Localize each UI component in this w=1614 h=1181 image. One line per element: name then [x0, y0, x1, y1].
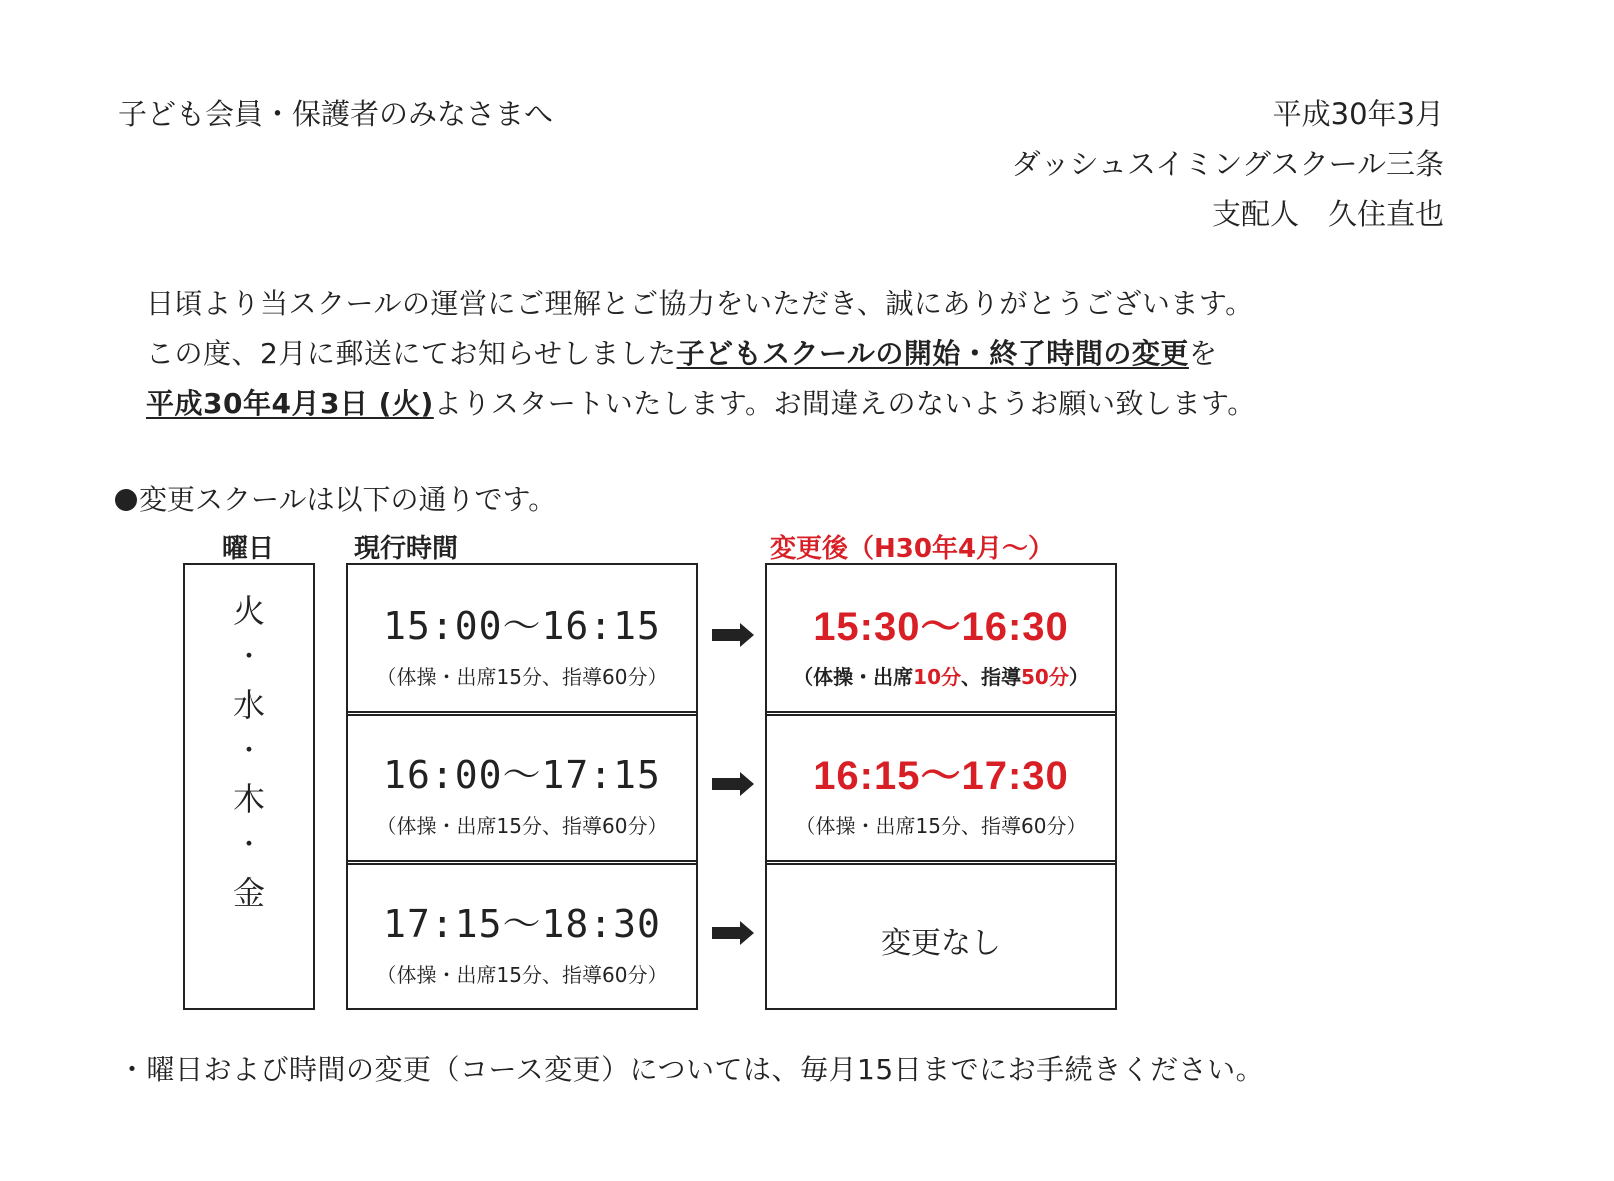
day-box: [183, 563, 315, 1010]
current-detail: （体操・出席15分、指導60分）: [376, 963, 668, 987]
footer-note: ・曜日および時間の変更（コース変更）については、毎月15日までにお手続きください。: [118, 1053, 1265, 1086]
day-separator: ・: [235, 642, 262, 672]
changed-value: 50分: [1021, 665, 1069, 689]
column-header-current: 現行時間: [354, 534, 459, 564]
change-highlight: 子どもスクールの開始・終了時間の変更: [676, 337, 1189, 370]
body-line-3-post: よりスタートいたします。お間違えのないようお願い致します。: [433, 387, 1256, 420]
section-title: [115, 478, 556, 518]
changed-value: 10分: [913, 665, 961, 689]
current-times-box: [346, 563, 698, 1010]
new-time: 15:30～16:30: [813, 605, 1069, 649]
day-separator: ・: [235, 736, 262, 766]
new-times-box: [765, 563, 1117, 1010]
day-thu: 木: [232, 780, 265, 818]
body-line-2-post: を: [1188, 337, 1218, 370]
body-line-2-pre: この度、2月に郵送にてお知らせしました: [146, 337, 677, 370]
day-list: [185, 592, 313, 924]
day-wed: 水: [232, 686, 265, 724]
current-detail: （体操・出席15分、指導60分）: [376, 814, 668, 838]
day-fri: 金: [232, 874, 265, 912]
day-separator: ・: [235, 830, 262, 860]
new-row-2: [767, 714, 1115, 861]
current-row-2: [348, 714, 696, 861]
arrow-right-icon: [712, 623, 754, 647]
current-row-3: [348, 863, 696, 1008]
current-time: 17:15～18:30: [383, 902, 661, 946]
arrow-right-icon: [712, 921, 754, 945]
arrow-right-icon: [712, 772, 754, 796]
issue-date: 平成30年3月: [1272, 97, 1444, 131]
current-detail: （体操・出席15分、指導60分）: [376, 665, 668, 689]
new-detail: （体操・出席10分、指導50分）: [793, 665, 1089, 689]
body-line-2: [146, 332, 1217, 372]
manager-name: 支配人 久住直也: [1211, 197, 1444, 231]
no-change-label: 変更なし: [881, 926, 1001, 961]
new-time: 16:15～17:30: [813, 754, 1069, 798]
current-time: 16:00～17:15: [383, 753, 661, 797]
body-line-1: 日頃より当スクールの運営にご理解とご協力をいただき、誠にありがとうございます。: [146, 287, 1254, 320]
column-header-day: 曜日: [222, 534, 275, 564]
new-row-3: [767, 863, 1115, 1008]
column-header-new: 変更後（H30年4月～）: [770, 534, 1055, 564]
new-detail: （体操・出席15分、指導60分）: [795, 814, 1087, 838]
current-time: 15:00～16:15: [383, 604, 661, 648]
body-line-3: [146, 382, 1256, 422]
bullet-icon: [115, 489, 137, 511]
current-row-1: [348, 565, 696, 712]
new-row-1: [767, 565, 1115, 712]
section-title-text: 変更スクールは以下の通りです。: [139, 483, 557, 516]
organization-name: ダッシュスイミングスクール三条: [1011, 147, 1444, 181]
addressee: 子ども会員・保護者のみなさまへ: [118, 97, 554, 131]
day-tue: 火: [232, 592, 265, 630]
start-date-highlight: 平成30年4月3日 (火): [146, 387, 434, 420]
